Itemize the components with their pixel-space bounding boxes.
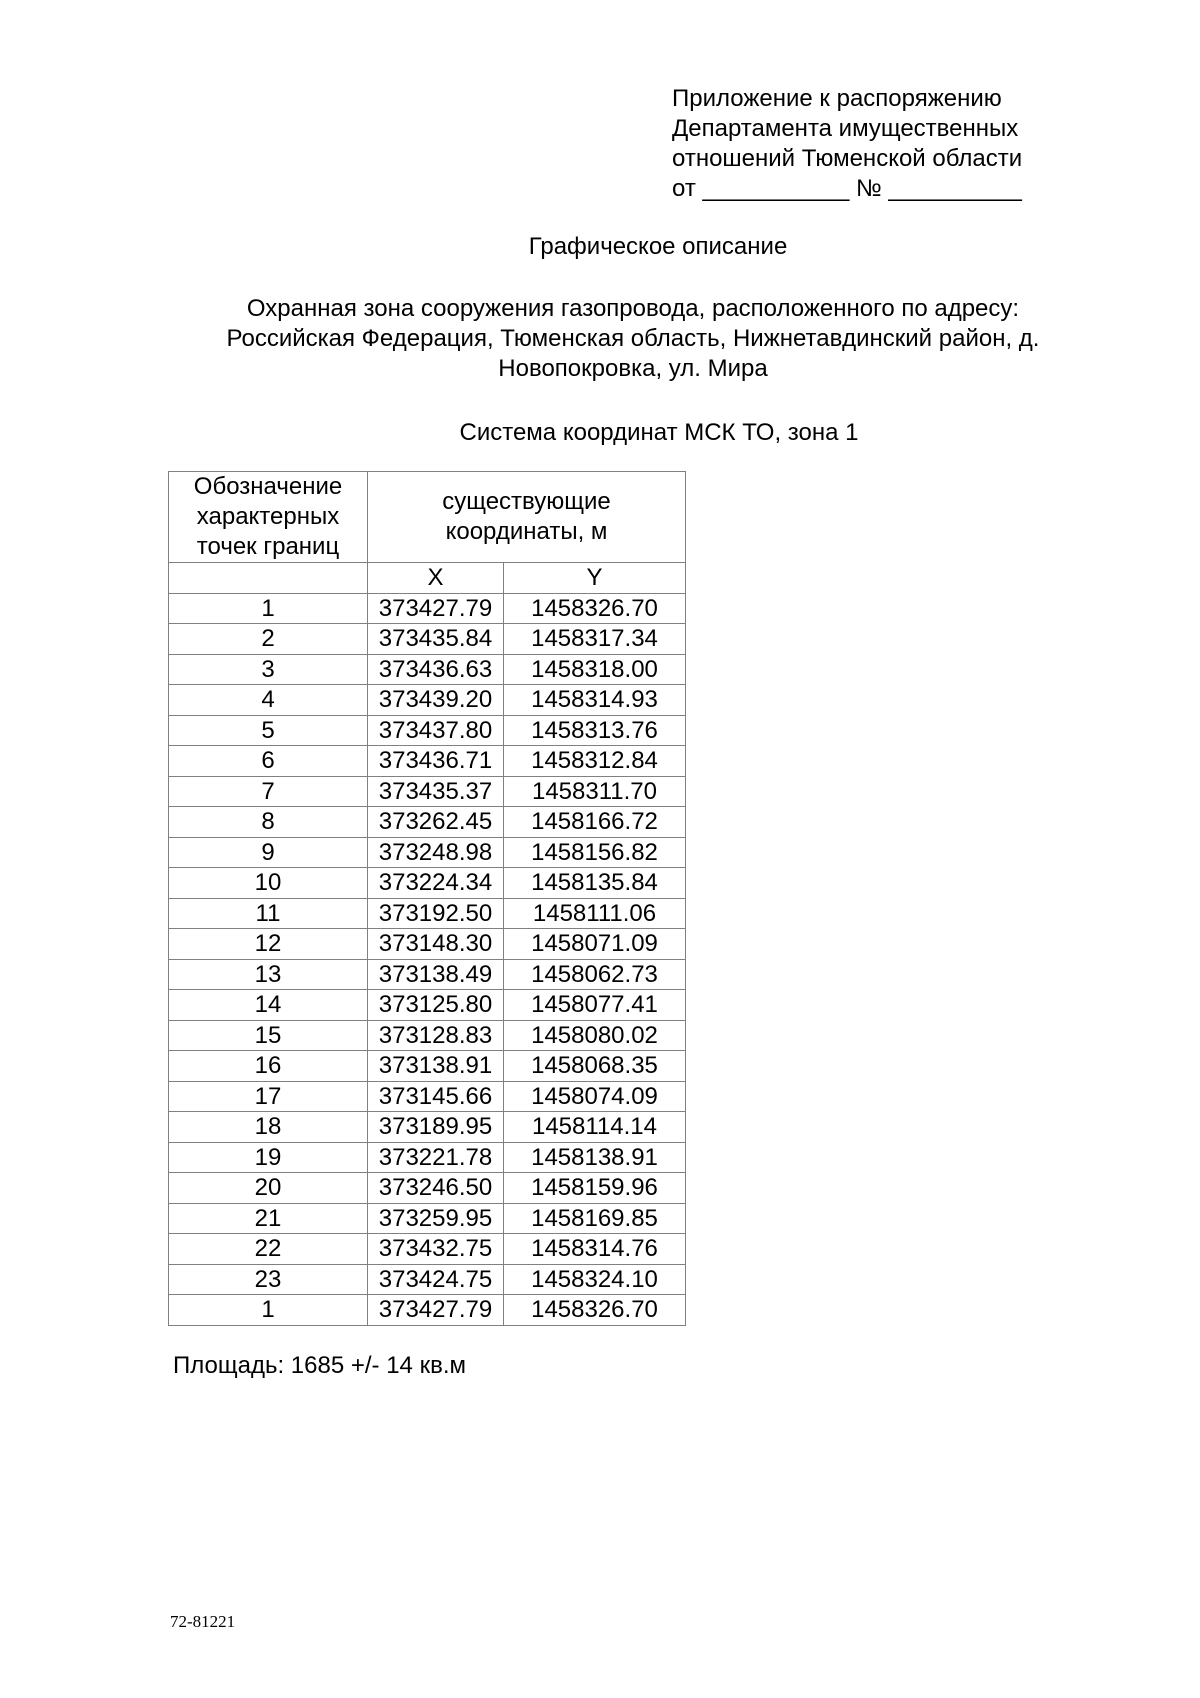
table-row bbox=[169, 1295, 686, 1326]
y-coordinate: 1458159.96 bbox=[504, 1173, 686, 1204]
x-coordinate: 373128.83 bbox=[368, 1020, 504, 1051]
y-coordinate: 1458311.70 bbox=[504, 776, 686, 807]
appendix-line-2: Департамента имущественных bbox=[672, 115, 1019, 142]
point-number: 23 bbox=[169, 1264, 368, 1295]
table-row bbox=[169, 1112, 686, 1143]
appendix-line-1: Приложение к распоряжению bbox=[672, 85, 1002, 112]
y-coordinate: 1458318.00 bbox=[504, 654, 686, 685]
y-coordinate: 1458313.76 bbox=[504, 715, 686, 746]
y-coordinate: 1458077.41 bbox=[504, 990, 686, 1021]
header-empty-cell bbox=[169, 563, 368, 594]
point-number: 15 bbox=[169, 1020, 368, 1051]
table-row bbox=[169, 807, 686, 838]
table-row bbox=[169, 715, 686, 746]
table-row bbox=[169, 1081, 686, 1112]
y-coordinate: 1458326.70 bbox=[504, 593, 686, 624]
table-body bbox=[169, 593, 686, 1325]
table-row bbox=[169, 1234, 686, 1265]
y-coordinate: 1458169.85 bbox=[504, 1203, 686, 1234]
point-number: 6 bbox=[169, 746, 368, 777]
coordinates-table bbox=[168, 471, 686, 1326]
appendix-date-number-line: от ___________ № __________ bbox=[672, 175, 1022, 202]
x-coordinate: 373224.34 bbox=[368, 868, 504, 899]
y-coordinate: 1458324.10 bbox=[504, 1264, 686, 1295]
x-coordinate: 373436.71 bbox=[368, 746, 504, 777]
point-number: 20 bbox=[169, 1173, 368, 1204]
subject-description bbox=[0, 294, 1200, 384]
y-coordinate: 1458138.91 bbox=[504, 1142, 686, 1173]
x-coordinate: 373221.78 bbox=[368, 1142, 504, 1173]
header-points: Обозначение характерных точек границ bbox=[169, 472, 368, 563]
x-coordinate: 373435.37 bbox=[368, 776, 504, 807]
table-row bbox=[169, 837, 686, 868]
y-coordinate: 1458314.93 bbox=[504, 685, 686, 716]
x-coordinate: 373189.95 bbox=[368, 1112, 504, 1143]
point-number: 18 bbox=[169, 1112, 368, 1143]
point-number: 3 bbox=[169, 654, 368, 685]
x-coordinate: 373427.79 bbox=[368, 1295, 504, 1326]
point-number: 14 bbox=[169, 990, 368, 1021]
table-row bbox=[169, 746, 686, 777]
y-coordinate: 1458156.82 bbox=[504, 837, 686, 868]
document-title: Графическое описание bbox=[528, 233, 788, 260]
point-number: 21 bbox=[169, 1203, 368, 1234]
subject-line-3: Новопокровка, ул. Мира bbox=[498, 355, 768, 382]
subject-line-1: Охранная зона сооружения газопровода, расположенного по адресу: bbox=[246, 295, 1020, 322]
point-number: 1 bbox=[169, 1295, 368, 1326]
y-coordinate: 1458080.02 bbox=[504, 1020, 686, 1051]
x-coordinate: 373439.20 bbox=[368, 685, 504, 716]
table-row bbox=[169, 654, 686, 685]
table-row bbox=[169, 1264, 686, 1295]
table-row bbox=[169, 1203, 686, 1234]
point-number: 9 bbox=[169, 837, 368, 868]
y-coordinate: 1458068.35 bbox=[504, 1051, 686, 1082]
table-row bbox=[169, 1142, 686, 1173]
point-number: 2 bbox=[169, 624, 368, 655]
y-coordinate: 1458114.14 bbox=[504, 1112, 686, 1143]
point-number: 8 bbox=[169, 807, 368, 838]
x-coordinate: 373262.45 bbox=[368, 807, 504, 838]
point-number: 11 bbox=[169, 898, 368, 929]
table-row bbox=[169, 624, 686, 655]
y-coordinate: 1458062.73 bbox=[504, 959, 686, 990]
area-summary: Площадь: 1685 +/- 14 кв.м bbox=[173, 1352, 466, 1379]
x-coordinate: 373427.79 bbox=[368, 593, 504, 624]
y-coordinate: 1458312.84 bbox=[504, 746, 686, 777]
point-number: 10 bbox=[169, 868, 368, 899]
x-coordinate: 373432.75 bbox=[368, 1234, 504, 1265]
table-row bbox=[169, 929, 686, 960]
x-coordinate: 373436.63 bbox=[368, 654, 504, 685]
header-coords: существующие координаты, м bbox=[368, 472, 686, 563]
point-number: 12 bbox=[169, 929, 368, 960]
x-coordinate: 373138.91 bbox=[368, 1051, 504, 1082]
x-coordinate: 373246.50 bbox=[368, 1173, 504, 1204]
point-number: 22 bbox=[169, 1234, 368, 1265]
table-row bbox=[169, 868, 686, 899]
x-coordinate: 373248.98 bbox=[368, 837, 504, 868]
table-row bbox=[169, 685, 686, 716]
x-coordinate: 373424.75 bbox=[368, 1264, 504, 1295]
point-number: 7 bbox=[169, 776, 368, 807]
point-number: 16 bbox=[169, 1051, 368, 1082]
y-coordinate: 1458314.76 bbox=[504, 1234, 686, 1265]
y-coordinate: 1458074.09 bbox=[504, 1081, 686, 1112]
coordinate-system: Система координат МСК ТО, зона 1 bbox=[459, 419, 859, 446]
document-number: 72-81221 bbox=[170, 1612, 236, 1631]
table-row bbox=[169, 1020, 686, 1051]
y-coordinate: 1458317.34 bbox=[504, 624, 686, 655]
point-number: 5 bbox=[169, 715, 368, 746]
subject-line-2: Российская Федерация, Тюменская область, Нижнетавдинский район, д. bbox=[226, 325, 1040, 352]
header-x: X bbox=[368, 563, 504, 594]
point-number: 19 bbox=[169, 1142, 368, 1173]
appendix-line-3: отношений Тюменской области bbox=[672, 145, 1023, 172]
x-coordinate: 373259.95 bbox=[368, 1203, 504, 1234]
x-coordinate: 373148.30 bbox=[368, 929, 504, 960]
point-number: 13 bbox=[169, 959, 368, 990]
header-y: Y bbox=[504, 563, 686, 594]
y-coordinate: 1458326.70 bbox=[504, 1295, 686, 1326]
table-row bbox=[169, 1051, 686, 1082]
x-coordinate: 373125.80 bbox=[368, 990, 504, 1021]
x-coordinate: 373138.49 bbox=[368, 959, 504, 990]
x-coordinate: 373192.50 bbox=[368, 898, 504, 929]
table-row bbox=[169, 990, 686, 1021]
table-row bbox=[169, 593, 686, 624]
table-row bbox=[169, 776, 686, 807]
x-coordinate: 373145.66 bbox=[368, 1081, 504, 1112]
table-row bbox=[169, 1173, 686, 1204]
point-number: 17 bbox=[169, 1081, 368, 1112]
appendix-header bbox=[672, 84, 1022, 204]
y-coordinate: 1458071.09 bbox=[504, 929, 686, 960]
y-coordinate: 1458135.84 bbox=[504, 868, 686, 899]
y-coordinate: 1458166.72 bbox=[504, 807, 686, 838]
x-coordinate: 373437.80 bbox=[368, 715, 504, 746]
table-row bbox=[169, 959, 686, 990]
y-coordinate: 1458111.06 bbox=[504, 898, 686, 929]
x-coordinate: 373435.84 bbox=[368, 624, 504, 655]
point-number: 1 bbox=[169, 593, 368, 624]
table-row bbox=[169, 898, 686, 929]
point-number: 4 bbox=[169, 685, 368, 716]
